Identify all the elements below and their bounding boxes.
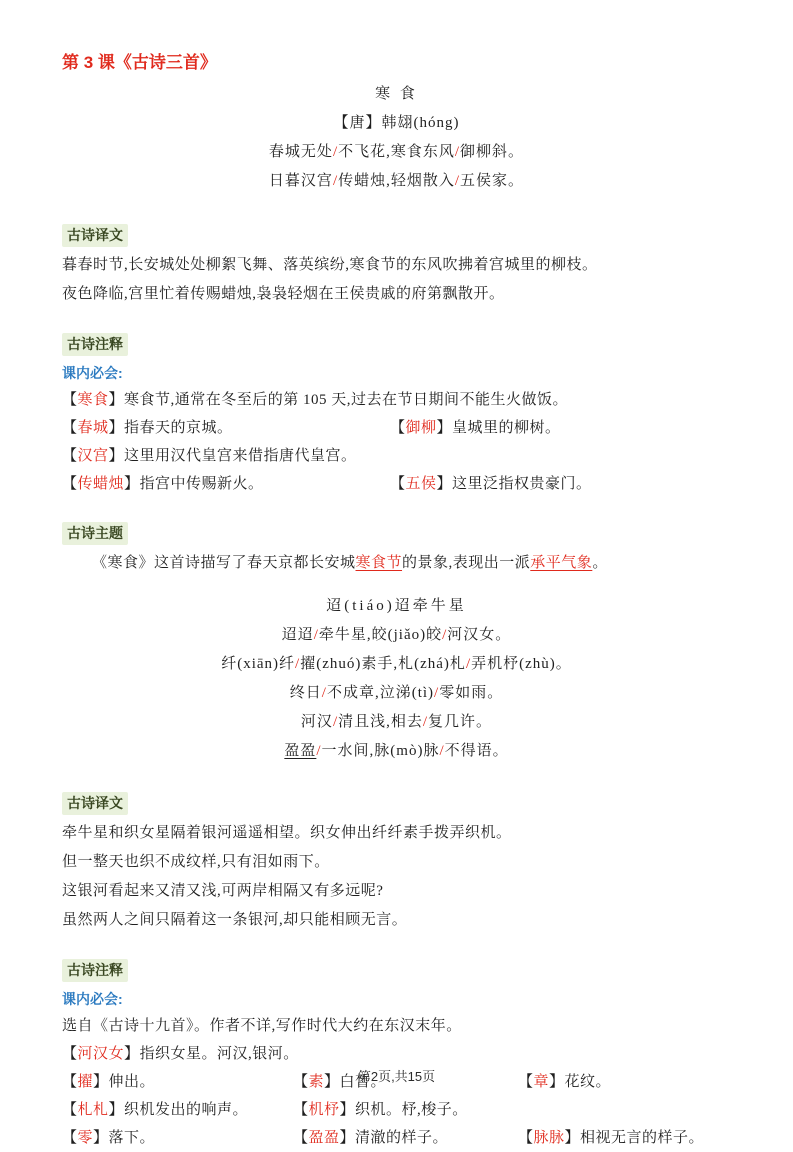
note-entry-zhang: 【章】花纹。	[518, 1074, 612, 1090]
translation-line: 但一整天也织不成纹样,只有泪如雨下。	[62, 854, 330, 870]
section-header-translation-1: 古诗译文	[62, 224, 128, 247]
note-entry-momo: 【脉脉】相视无言的样子。	[518, 1130, 705, 1146]
poem1-block	[62, 80, 731, 196]
note-entry-hanshi: 【寒食】寒食节,通常在冬至后的第 105 天,过去在节日期间不能生火做饭。	[62, 392, 569, 408]
note-entry-su: 【素】白皙。	[293, 1074, 387, 1090]
note-entry-hangong: 【汉宫】这里用汉代皇宫来借指唐代皇宫。	[62, 448, 357, 464]
translation-line: 虽然两人之间只隔着这一条银河,却只能相顾无言。	[62, 912, 408, 928]
translation-line: 这银河看起来又清又浅,可两岸相隔又有多远呢?	[62, 883, 384, 899]
note-entry-chuncheng: 【春城】指春天的京城。	[62, 420, 233, 436]
translation-line: 夜色降临,宫里忙着传赐蜡烛,袅袅轻烟在王侯贵戚的府第飘散开。	[62, 286, 505, 302]
must-know-label-1: 课内必会:	[62, 365, 123, 381]
poem2-verse-line-3: 终日/不成章,泣涕(tì)/零如雨。	[289, 685, 504, 701]
note-row	[62, 414, 731, 442]
note-entry-ling: 【零】落下。	[62, 1130, 156, 1146]
lesson-title: 第 3 课《古诗三首》	[62, 53, 217, 72]
note-source-line: 选自《古诗十九首》。作者不详,写作时代大约在东汉末年。	[62, 1018, 462, 1034]
poem1-theme: 《寒食》这首诗描写了春天京都长安城寒食节的景象,表现出一派承平气象。	[92, 555, 608, 571]
note-entry-jizhu: 【机杼】织机。杼,梭子。	[293, 1102, 468, 1118]
translation-line: 暮春时节,长安城处处柳絮飞舞、落英缤纷,寒食节的东风吹拂着宫城里的柳枝。	[62, 257, 598, 273]
poem1-verse-line-1: 春城无处/不飞花,寒食东风/御柳斜。	[268, 144, 525, 160]
note-row-empty-cell	[518, 1096, 731, 1124]
must-know-label-2: 课内必会:	[62, 991, 123, 1007]
note-entry-zhuo: 【擢】伸出。	[62, 1074, 156, 1090]
poem2-verse-line-4: 河汉/清且浅,相去/复几许。	[300, 714, 493, 730]
poem1-notes	[62, 386, 731, 498]
poem2-verse-line-2: 纤(xiān)纤/擢(zhuó)素手,札(zhá)札/弄机杼(zhù)。	[221, 656, 572, 672]
note-entry-zhazha: 【札札】织机发出的响声。	[62, 1102, 249, 1118]
note-entry-yuliu: 【御柳】皇城里的柳树。	[390, 420, 561, 436]
section-header-notes-1: 古诗注释	[62, 333, 128, 356]
poem1-verse-line-2: 日暮汉宫/传蜡烛,轻烟散入/五侯家。	[268, 173, 525, 189]
note-row	[62, 470, 731, 498]
poem2-title: 迢(tiáo)迢牵牛星	[326, 598, 467, 614]
poem1-author: 【唐】韩翃(hóng)	[333, 115, 460, 131]
note-entry-chuanlazhu: 【传蜡烛】指宫中传赐新火。	[62, 476, 264, 492]
poem2-verse-line-1: 迢迢/牵牛星,皎(jiǎo)皎/河汉女。	[281, 627, 512, 643]
note-row	[62, 1096, 731, 1124]
section-header-translation-2: 古诗译文	[62, 792, 128, 815]
poem1-translation	[62, 251, 731, 309]
note-entry-yingying: 【盈盈】清澈的样子。	[293, 1130, 449, 1146]
note-entry-hehannv: 【河汉女】指织女星。河汉,银河。	[62, 1046, 299, 1062]
poem2-translation	[62, 819, 731, 935]
note-row	[62, 1124, 731, 1152]
section-header-theme: 古诗主题	[62, 522, 128, 545]
note-entry-wuhou: 【五侯】这里泛指权贵豪门。	[390, 476, 592, 492]
poem1-title: 寒 食	[375, 86, 418, 102]
poem2-verse-line-5: 盈盈/一水间,脉(mò)脉/不得语。	[284, 743, 509, 759]
translation-line: 牵牛星和织女星隔着银河遥遥相望。织女伸出纤纤素手拨弄织机。	[62, 825, 512, 841]
section-header-notes-2: 古诗注释	[62, 959, 128, 982]
poem2-block	[62, 592, 731, 766]
page-footer: 第2页,共15页	[357, 1069, 436, 1084]
